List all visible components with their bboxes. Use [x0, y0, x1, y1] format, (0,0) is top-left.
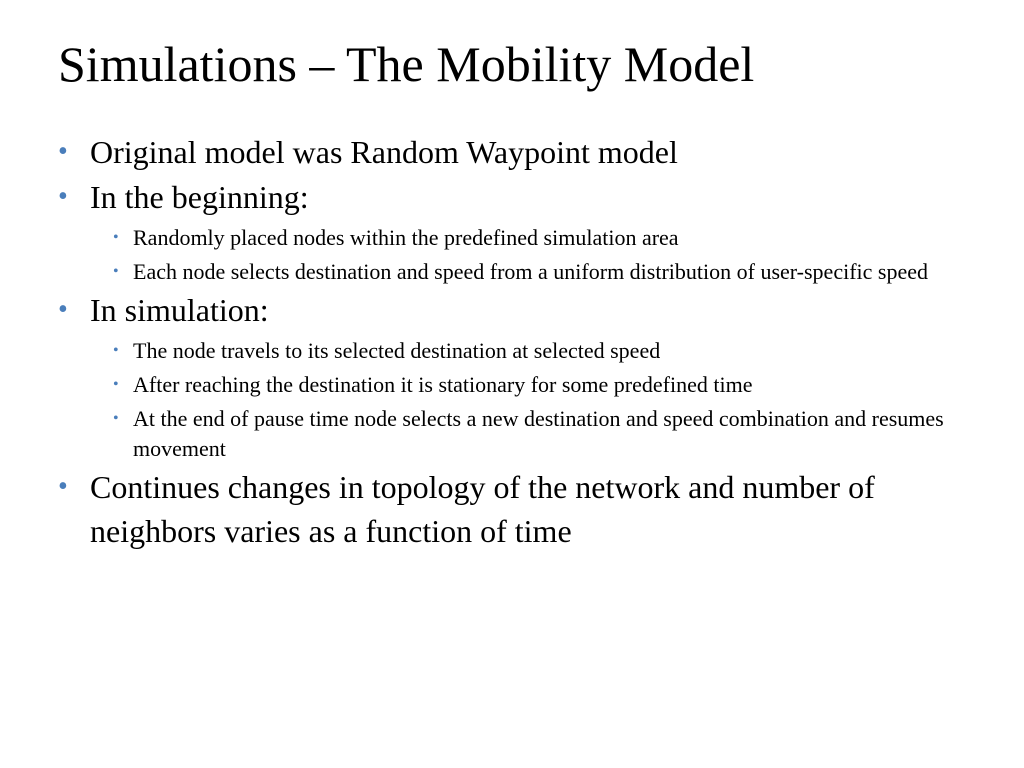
bullet-item — [0, 465, 1024, 553]
sub-bullet-text: The node travels to its selected destination at selected speed — [133, 338, 661, 363]
sub-bullet-dot-icon: • — [113, 229, 119, 246]
sub-bullet-dot-icon: • — [113, 376, 119, 393]
bullet-dot-icon: • — [58, 471, 68, 502]
sub-bullet-dot-icon: • — [113, 410, 119, 427]
sub-bullet-item — [0, 336, 1024, 366]
bullet-text: Continues changes in topology of the network and number of neighbors varies as a function of time — [90, 469, 875, 549]
bullet-text: In the beginning: — [90, 179, 309, 215]
bullet-dot-icon: • — [58, 136, 68, 167]
sub-bullet-text: Randomly placed nodes within the predefined simulation area — [133, 225, 679, 250]
slide-title: Simulations – The Mobility Model — [58, 36, 755, 92]
bullet-dot-icon: • — [58, 181, 68, 212]
sub-bullet-item — [0, 223, 1024, 253]
sub-bullet-item — [0, 370, 1024, 400]
bullet-dot-icon: • — [58, 294, 68, 325]
sub-bullet-text: At the end of pause time node selects a new destination and speed combination and resumes movement — [133, 406, 944, 461]
bullet-item — [0, 130, 1024, 174]
sub-bullet-item — [0, 257, 1024, 287]
slide-body — [0, 130, 1024, 553]
bullet-text: Original model was Random Waypoint model — [90, 134, 678, 170]
bullet-item — [0, 288, 1024, 332]
sub-bullet-item — [0, 404, 1024, 464]
bullet-item — [0, 175, 1024, 219]
sub-bullet-text: After reaching the destination it is stationary for some predefined time — [133, 372, 753, 397]
sub-bullet-dot-icon: • — [113, 263, 119, 280]
bullet-text: In simulation: — [90, 292, 269, 328]
sub-bullet-dot-icon: • — [113, 342, 119, 359]
sub-bullet-text: Each node selects destination and speed from a uniform distribution of user-specific speed — [133, 259, 928, 284]
